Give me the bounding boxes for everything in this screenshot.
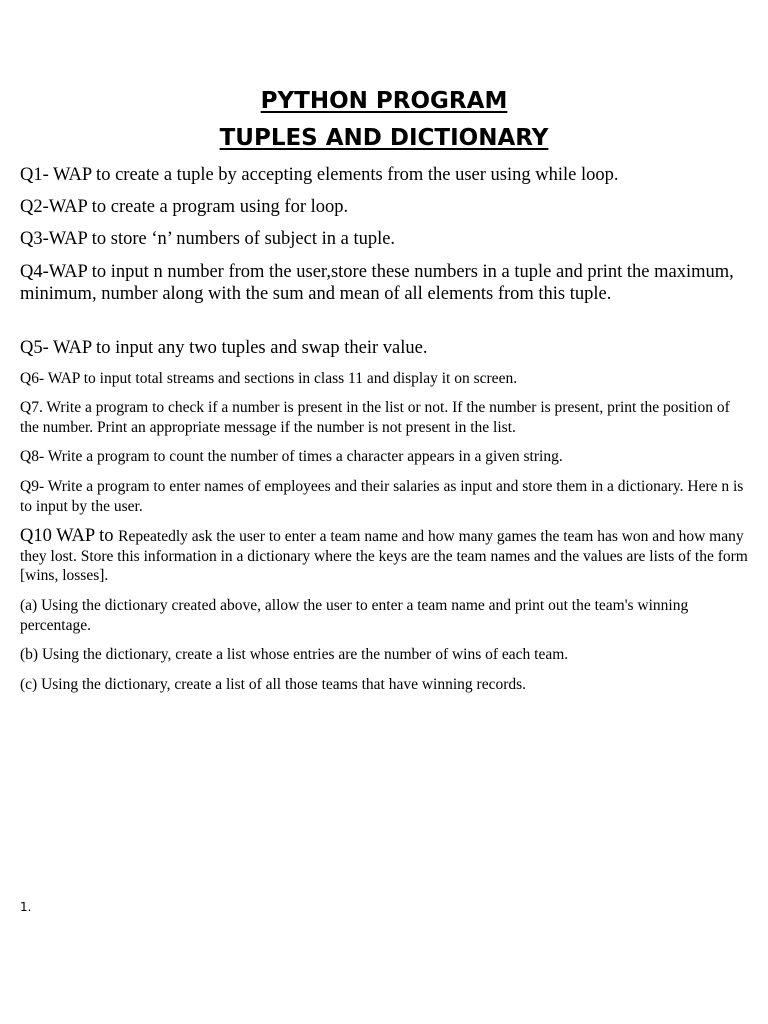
question-9: Q9- Write a program to enter names of employees and their salaries as input and store them in a dictionary. Here n is to input by the user. (20, 478, 744, 515)
question-10-lead: Q10 WAP to (20, 526, 119, 546)
question-8: Q8- Write a program to count the number of times a character appears in a given string. (20, 448, 563, 465)
sub-question-b: (b) Using the dictionary, create a list whose entries are the number of wins of each team. (20, 646, 569, 663)
question-6: Q6- WAP to input total streams and sections in class 11 and display it on screen. (20, 370, 518, 387)
page-number: 1. (20, 900, 32, 914)
sub-question-c: (c) Using the dictionary, create a list of all those teams that have winning records. (20, 676, 527, 693)
question-2: Q2-WAP to create a program using for loop. (20, 197, 349, 217)
question-3: Q3-WAP to store ‘n’ numbers of subject in a tuple. (20, 229, 396, 249)
sub-question-a: (a) Using the dictionary created above, allow the user to enter a team name and print out the team's winning percentage. (20, 597, 689, 634)
question-1: Q1- WAP to create a tuple by accepting elements from the user using while loop. (20, 165, 619, 185)
question-4: Q4-WAP to input n number from the user,store these numbers in a tuple and print the maximum, minimum, number along with the sum and mean of all elements from this tuple. (20, 262, 734, 304)
document-subtitle: TUPLES AND DICTIONARY (219, 125, 549, 151)
question-10-body: Repeatedly ask the user to enter a team name and how many games the team has won and how many they lost. Store this information in a dictionary where the keys are the team names and the values are lists of the form [wins, losses]. (20, 528, 748, 584)
question-7: Q7. Write a program to check if a number is present in the list or not. If the number is present, print the position of the number. Print an appropriate message if the number is not present in the list. (20, 399, 730, 436)
document-title: PYTHON PROGRAM (260, 88, 508, 114)
question-5: Q5- WAP to input any two tuples and swap their value. (20, 338, 428, 358)
question-10 (20, 527, 748, 586)
